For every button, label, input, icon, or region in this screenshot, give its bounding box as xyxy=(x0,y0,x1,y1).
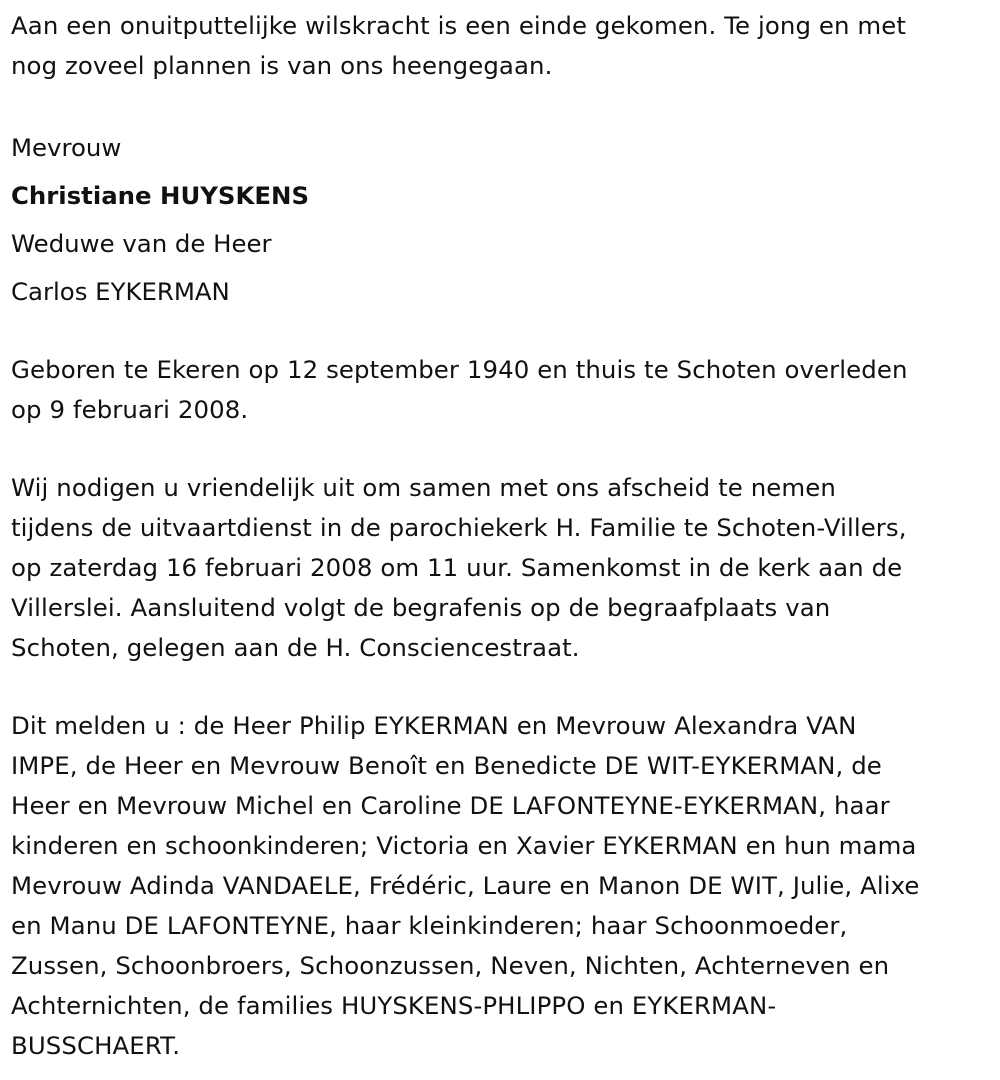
paragraph-gap xyxy=(11,316,995,350)
deceased-block xyxy=(11,124,995,316)
widow-of-label: Weduwe van de Heer xyxy=(11,229,272,258)
intro-line: Aan een onuitputtelijke wilskracht is een einde gekomen. Te jong en met xyxy=(11,11,907,40)
announcement-line: Zussen, Schoonbroers, Schoonzussen, Neven, Nichten, Achterneven en xyxy=(11,951,890,980)
obituary-document xyxy=(11,6,995,1066)
announcement-line: Mevrouw Adinda VANDAELE, Frédéric, Laure en Manon DE WIT, Julie, Alixe xyxy=(11,871,920,900)
announcement-line: kinderen en schoonkinderen; Victoria en Xavier EYKERMAN en hun mama xyxy=(11,831,917,860)
announcement-line: Achternichten, de families HUYSKENS-PHLIPPO en EYKERMAN- xyxy=(11,991,777,1020)
service-line: Schoten, gelegen aan de H. Consciencestraat. xyxy=(11,633,580,662)
paragraph-gap xyxy=(11,430,995,468)
paragraph-gap xyxy=(11,86,995,124)
announcement-paragraph xyxy=(11,706,995,1066)
service-line: Villerslei. Aansluitend volgt de begrafenis op de begraafplaats van xyxy=(11,593,831,622)
intro-line: nog zoveel plannen is van ons heengegaan. xyxy=(11,51,553,80)
announcement-line: Dit melden u : de Heer Philip EYKERMAN en Mevrouw Alexandra VAN xyxy=(11,711,857,740)
announcement-line: BUSSCHAERT. xyxy=(11,1031,181,1060)
spouse-name: Carlos EYKERMAN xyxy=(11,277,230,306)
service-line: tijdens de uitvaartdienst in de parochiekerk H. Familie te Schoten-Villers, xyxy=(11,513,907,542)
intro-paragraph xyxy=(11,6,995,86)
announcement-line: Heer en Mevrouw Michel en Caroline DE LAFONTEYNE-EYKERMAN, haar xyxy=(11,791,890,820)
birth-death-paragraph xyxy=(11,350,995,430)
deceased-name: Christiane HUYSKENS xyxy=(11,181,310,210)
paragraph-gap xyxy=(11,668,995,706)
announcement-line: en Manu DE LAFONTEYNE, haar kleinkinderen; haar Schoonmoeder, xyxy=(11,911,848,940)
service-line: op zaterdag 16 februari 2008 om 11 uur. Samenkomst in de kerk aan de xyxy=(11,553,903,582)
birth-death-line: op 9 februari 2008. xyxy=(11,395,249,424)
birth-death-line: Geboren te Ekeren op 12 september 1940 en thuis te Schoten overleden xyxy=(11,355,908,384)
deceased-title: Mevrouw xyxy=(11,133,122,162)
service-paragraph xyxy=(11,468,995,668)
service-line: Wij nodigen u vriendelijk uit om samen met ons afscheid te nemen xyxy=(11,473,836,502)
announcement-line: IMPE, de Heer en Mevrouw Benoît en Benedicte DE WIT-EYKERMAN, de xyxy=(11,751,882,780)
